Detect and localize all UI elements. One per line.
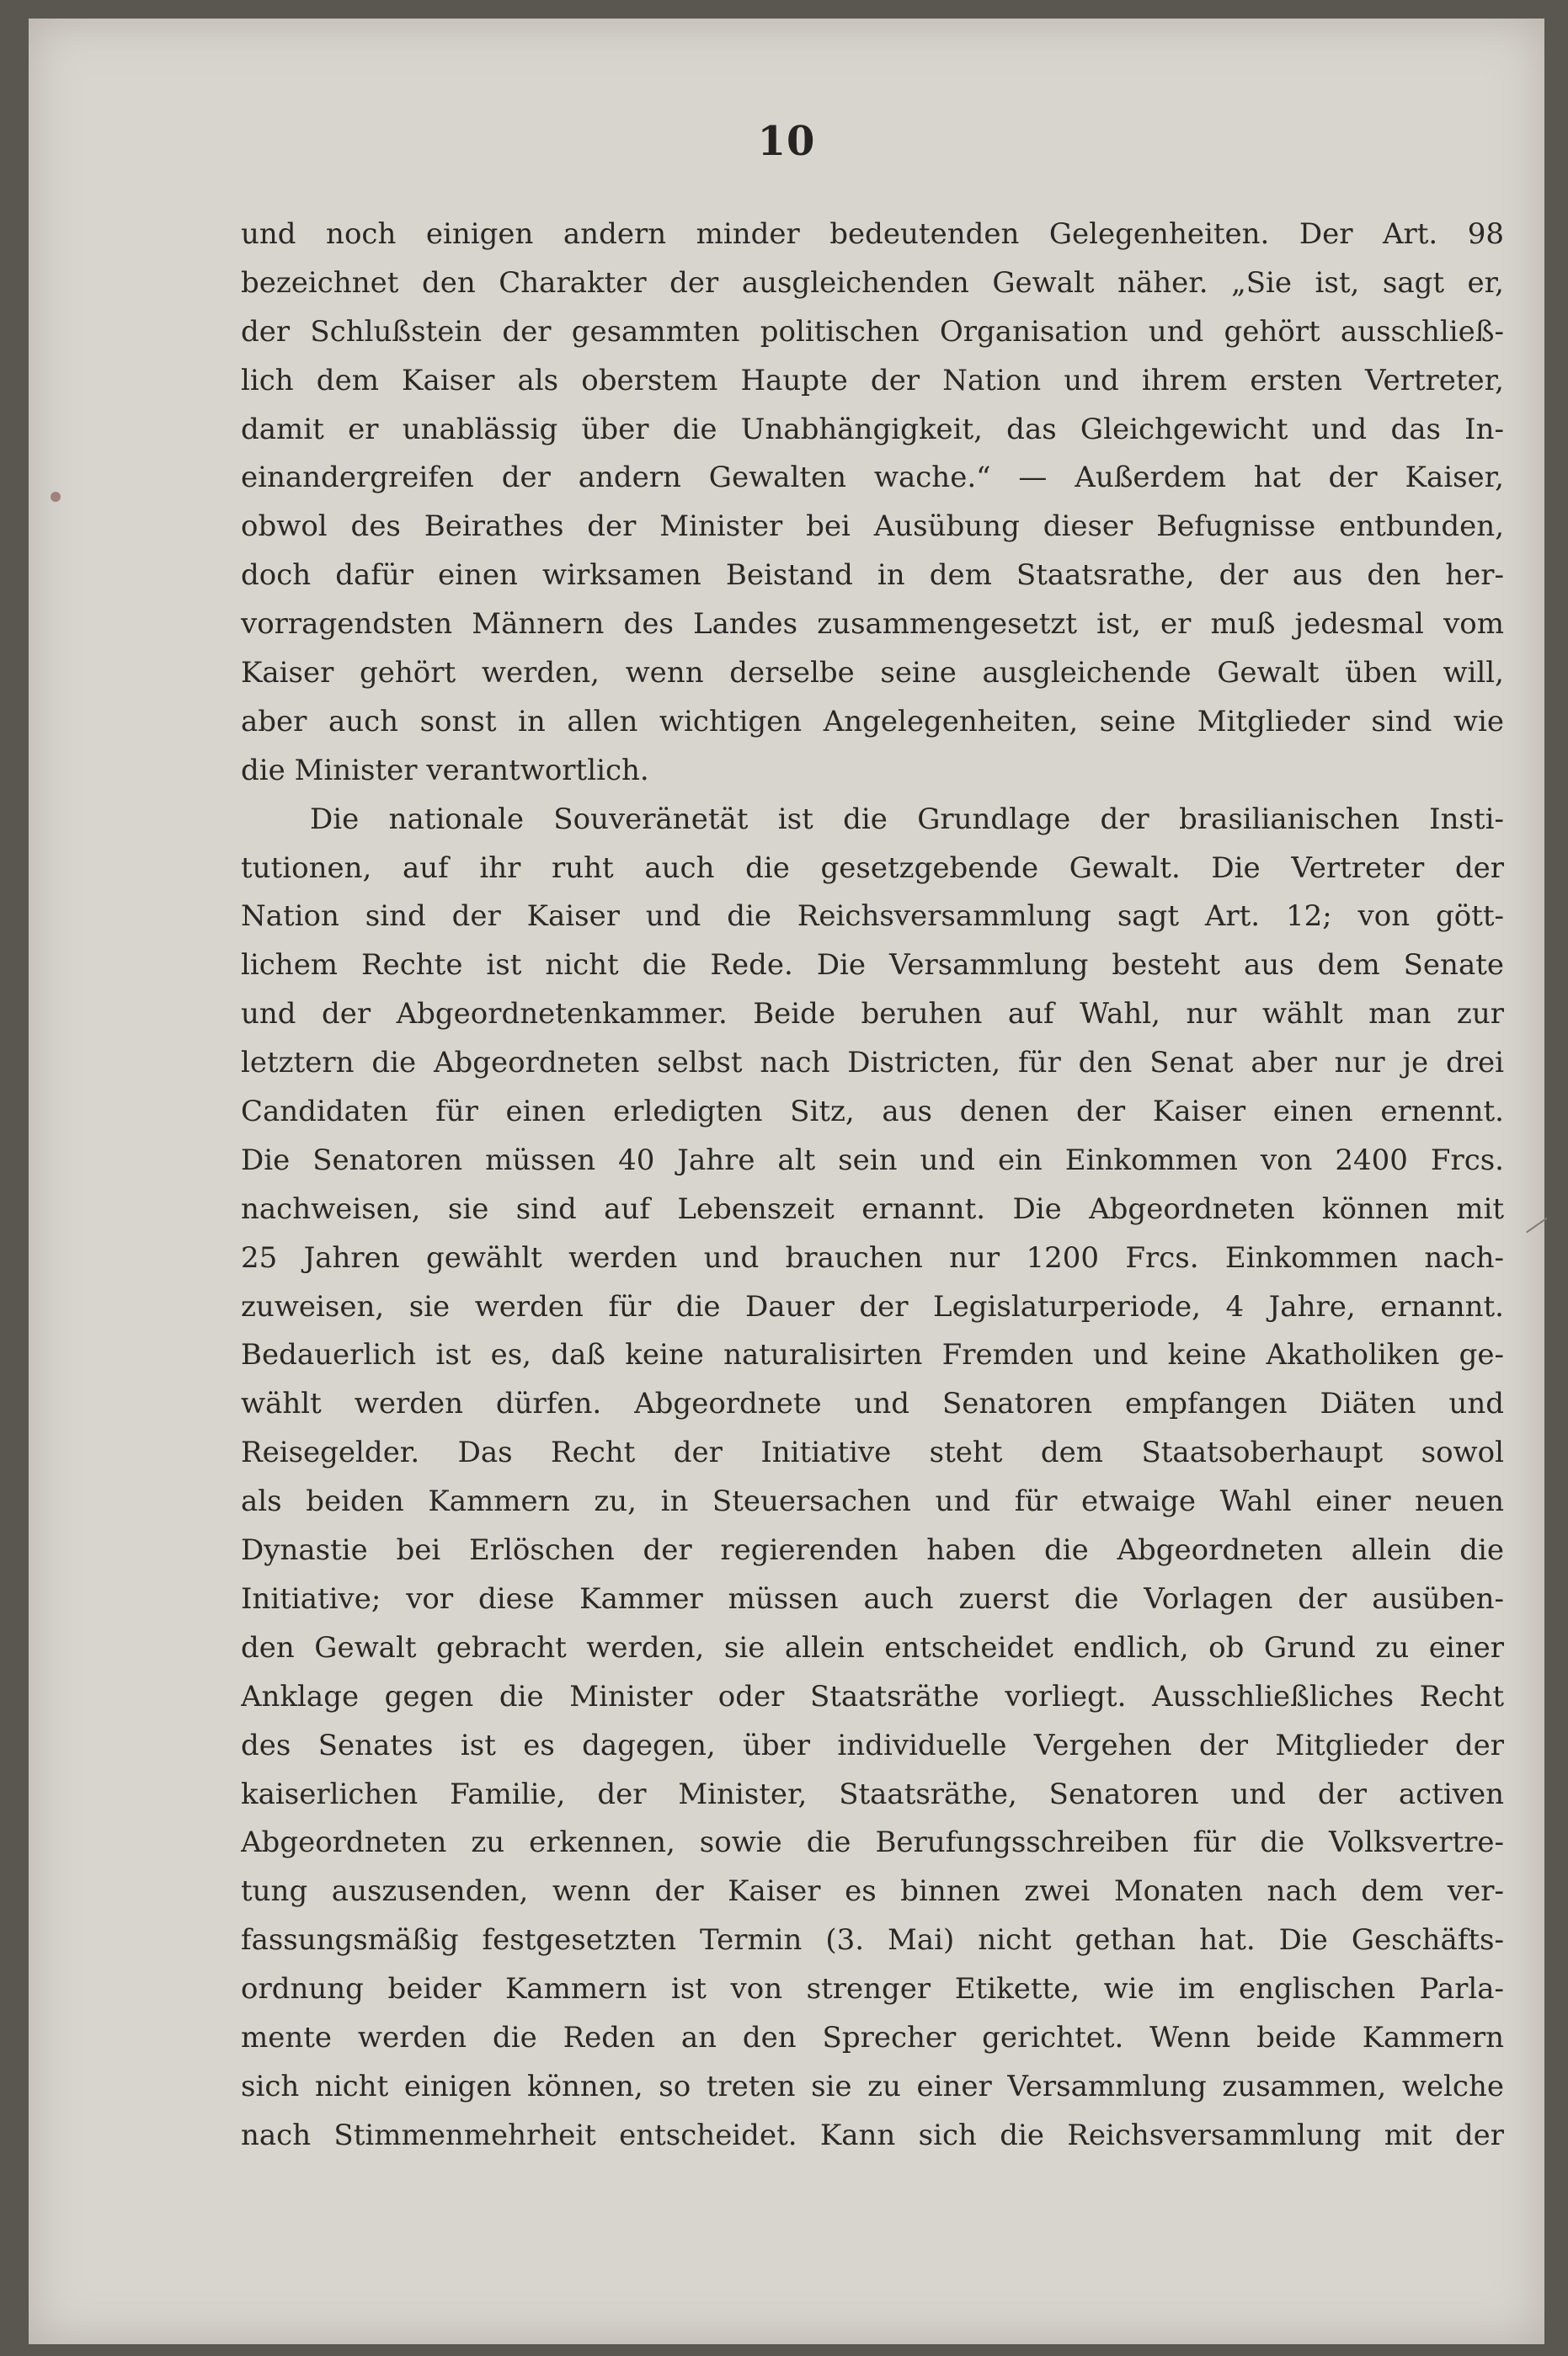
text-line: kaiserlichen Familie, der Minister, Staatsräthe, Senatoren und der activen (241, 1777, 1504, 1811)
text-line: Abgeordneten zu erkennen, sowie die Berufungsschreiben für die Volksvertre- (241, 1826, 1504, 1860)
text-line: wählt werden dürfen. Abgeordnete und Senatoren empfangen Diäten und (241, 1387, 1504, 1421)
text-line: der Schlußstein der gesammten politischen Organisation und gehört ausschließ- (241, 314, 1504, 349)
text-line: sich nicht einigen können, so treten sie zu einer Versammlung zusammen, welche (241, 2069, 1504, 2103)
text-line: Kaiser gehört werden, wenn derselbe seine ausgleichende Gewalt üben will, (241, 656, 1504, 690)
text-line: Anklage gegen die Minister oder Staatsräthe vorliegt. Ausschließliches Recht (241, 1679, 1504, 1714)
text-line: Bedauerlich ist es, daß keine naturalisirten Fremden und keine Akatholiken ge- (241, 1338, 1504, 1373)
text-line: einandergreifen der andern Gewalten wache.“ — Außerdem hat der Kaiser, (241, 461, 1504, 495)
text-line: nach Stimmenmehrheit entscheidet. Kann sich die Reichsversammlung mit der (241, 2118, 1504, 2152)
text-line: Candidaten für einen erledigten Sitz, aus denen der Kaiser einen ernennt. (241, 1095, 1504, 1129)
text-line: und der Abgeordnetenkammer. Beide beruhen auf Wahl, nur wählt man zur (241, 997, 1504, 1031)
text-line: Nation sind der Kaiser und die Reichsversammlung sagt Art. 12; von gött- (241, 899, 1504, 934)
text-line: des Senates ist es dagegen, über individuelle Vergehen der Mitglieder der (241, 1728, 1504, 1762)
page-number: 10 (757, 118, 816, 165)
text-line: 25 Jahren gewählt werden und brauchen nur 1200 Frcs. Einkommen nach- (241, 1240, 1504, 1275)
text-line: Die Senatoren müssen 40 Jahre alt sein und ein Einkommen von 2400 Frcs. (241, 1143, 1504, 1177)
text-line: obwol des Beirathes der Minister bei Ausübung dieser Befugnisse entbunden, (241, 509, 1504, 544)
book-page (29, 19, 1544, 2344)
text-line: zuweisen, sie werden für die Dauer der Legislaturperiode, 4 Jahre, ernannt. (241, 1289, 1504, 1324)
text-line: nachweisen, sie sind auf Lebenszeit ernannt. Die Abgeordneten können mit (241, 1191, 1504, 1226)
text-line: damit er unablässig über die Unabhängigkeit, das Gleichgewicht und das In- (241, 412, 1504, 446)
text-line: als beiden Kammern zu, in Steuersachen und für etwaige Wahl einer neuen (241, 1484, 1504, 1519)
text-line: letztern die Abgeordneten selbst nach Districten, für den Senat aber nur je drei (241, 1046, 1504, 1080)
text-line: doch dafür einen wirksamen Beistand in dem Staatsrathe, der aus den her- (241, 558, 1504, 593)
text-line: lich dem Kaiser als oberstem Haupte der Nation und ihrem ersten Vertreter, (241, 363, 1504, 397)
text-line: lichem Rechte ist nicht die Rede. Die Versammlung besteht aus dem Senate (241, 948, 1504, 983)
paper-mark (1526, 1218, 1548, 1234)
paper-speck (51, 492, 61, 502)
text-line: die Minister verantwortlich. (241, 753, 649, 787)
text-line: tutionen, auf ihr ruht auch die gesetzgebende Gewalt. Die Vertreter der (241, 850, 1504, 885)
text-line: tung auszusenden, wenn der Kaiser es binnen zwei Monaten nach dem ver- (241, 1874, 1504, 1909)
text-line: ordnung beider Kammern ist von strenger Etikette, wie im englischen Parla- (241, 1972, 1504, 2007)
text-line: fassungsmäßig festgesetzten Termin (3. Mai) nicht gethan hat. Die Geschäfts- (241, 1923, 1504, 1958)
body-text (241, 211, 1504, 2161)
text-line: vorragendsten Männern des Landes zusammengesetzt ist, er muß jedesmal vom (241, 607, 1504, 642)
text-line: bezeichnet den Charakter der ausgleichenden Gewalt näher. „Sie ist, sagt er, (241, 265, 1504, 300)
text-line: Die nationale Souveränetät ist die Grundlage der brasilianischen Insti- (310, 802, 1504, 836)
text-line: Reisegelder. Das Recht der Initiative steht dem Staatsoberhaupt sowol (241, 1436, 1504, 1470)
text-line: den Gewalt gebracht werden, sie allein entscheidet endlich, ob Grund zu einer (241, 1630, 1504, 1665)
text-line: aber auch sonst in allen wichtigen Angelegenheiten, seine Mitglieder sind wie (241, 704, 1504, 738)
text-line: Initiative; vor diese Kammer müssen auch zuerst die Vorlagen der ausüben- (241, 1581, 1504, 1616)
text-line: mente werden die Reden an den Sprecher gerichtet. Wenn beide Kammern (241, 2020, 1504, 2055)
text-line: und noch einigen andern minder bedeutenden Gelegenheiten. Der Art. 98 (241, 217, 1504, 251)
text-line: Dynastie bei Erlöschen der regierenden haben die Abgeordneten allein die (241, 1533, 1504, 1568)
